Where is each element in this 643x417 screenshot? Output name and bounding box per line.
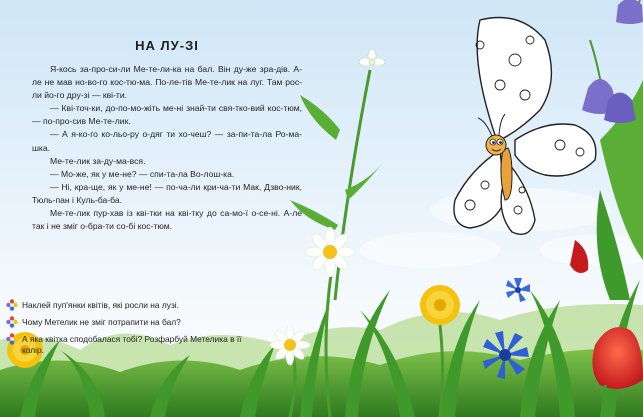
story-paragraph: — Ні, кра-ще, як у ме-не! — по-ча-ли кри-ча-ти Мак, Дзво-ник, Тюль-пан і Куль-ба-ба.: [32, 181, 302, 205]
story-paragraph: Я-кось за-про-си-ли Ме-те-ли-ка на бал. Він ду-же зра-дів. А-ле не мав но-во-го кос-тю-ма. По-ле-тів Ме-те-лик на луг. Там рос-ли йо-го дру-зі — кві-ти.: [32, 64, 302, 101]
task-item: [6, 300, 261, 311]
task-item: [6, 317, 261, 328]
story-title: НА ЛУ-ЗІ: [135, 38, 199, 53]
task-text: Наклей пуп'янки квітів, які росли на лузі.: [22, 300, 179, 310]
flower-bullet-icon: [6, 316, 18, 328]
flower-bullet-icon: [6, 299, 18, 311]
task-text: А яка квітка сподобалася тобі? Розфарбуй Метелика в її колір.: [22, 334, 242, 355]
story-paragraph: — Кві-точ-ки, до-по-мо-жіть ме-ні знай-ти свя-тко-вий кос-тюм,— по-про-сив Ме-те-лик.: [32, 103, 302, 127]
story-paragraph: Ме-те-лик за-ду-ма-вся.: [50, 155, 146, 166]
task-text: Чому Метелик не зміг потрапити на бал?: [22, 317, 181, 327]
story-paragraph: — Мо-же, як у ме-не? — спи-та-ла Во-лош-ка.: [50, 168, 235, 179]
story-paragraph: Ме-те-лик пур-хав із кві-тки на кві-тку до са-мо-ї о-се-ні. А-ле так і не зміг о-бра-ти со-бі кос-тюм.: [32, 208, 302, 232]
task-list: [6, 300, 261, 362]
task-item: [6, 334, 261, 356]
story-text: [32, 38, 302, 233]
flower-bullet-icon: [6, 333, 18, 345]
story-paragraph: — А я-ко-го ко-льо-ру о-дяг ти хо-чеш? — за-пи-та-ла Ро-ма-шка.: [32, 129, 302, 153]
